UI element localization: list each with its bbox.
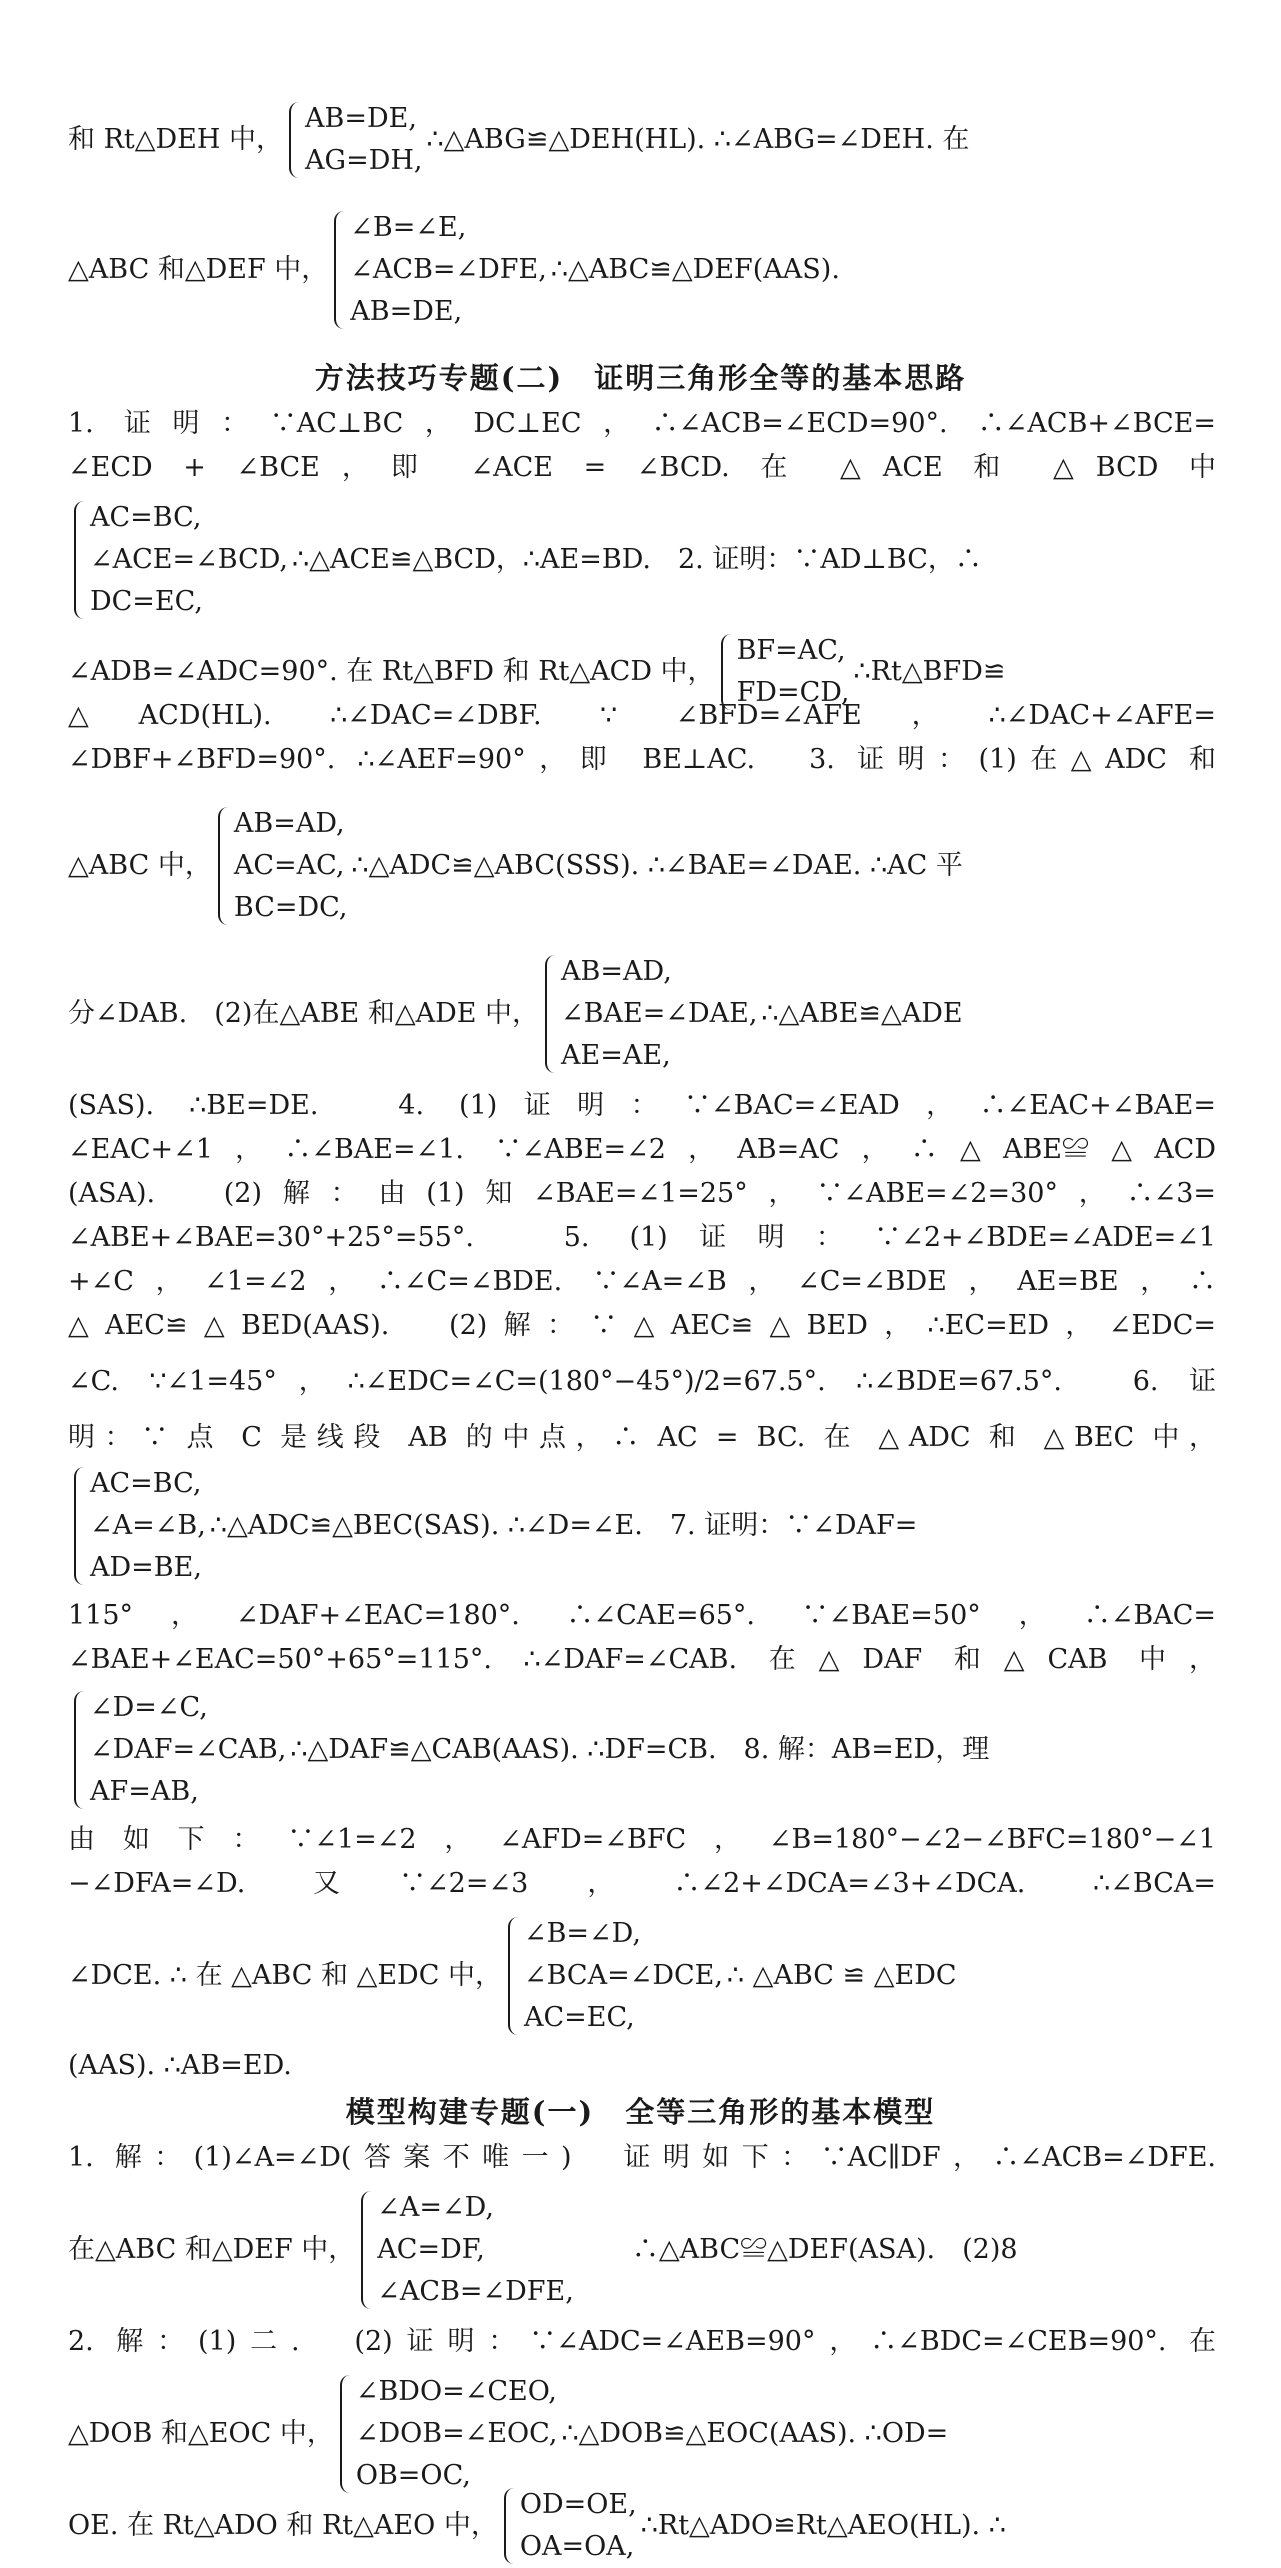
text-line: 1. 解：(1)∠A=∠D(答案不唯一) 证明如下：∵AC∥DF，∴∠ACB=∠DFE.	[68, 2142, 1216, 2173]
equation-row	[68, 1687, 1216, 1813]
row-prefix: △ABC 中，	[68, 850, 212, 881]
equation-line: OB=OC,	[355, 2460, 471, 2491]
text-line: 2. 解：(1)二. (2)证明：∵∠ADC=∠AEB=90°，∴∠BDC=∠CEB=90°. 在	[68, 2326, 1216, 2357]
equation-line: ∠B=∠D,	[523, 1918, 641, 1949]
row-suffix: ∴△ACE≌△BCD，∴AE=BD. 2. 证明：∵AD⊥BC，∴	[292, 544, 982, 575]
equation-system	[543, 951, 757, 1077]
text-line: ∠ECD + ∠BCE，即 ∠ACE = ∠BCD. 在 △ACE 和 △BCD 中	[68, 452, 1216, 483]
text-line: (AAS). ∴AB=ED.	[68, 2050, 292, 2081]
text-line: △AEC≌△BED(AAS). (2)解：∵△AEC≌△BED，∴EC=ED，∠EDC=	[68, 1310, 1216, 1341]
equation-system	[338, 2371, 558, 2497]
equation-line: ∠ACB=∠DFE,	[350, 254, 547, 285]
row-suffix: ∴△ABE≌△ADE	[761, 998, 963, 1029]
text-line: △ACD(HL). ∴∠DAC=∠DBF. ∵ ∠BFD=∠AFE，∴∠DAC+∠AFE=	[68, 700, 1216, 731]
equation-line: AD=BE,	[90, 1552, 202, 1583]
equation-row	[68, 98, 1216, 182]
text-line: ∠BAE+∠EAC=50°+65°=115°. ∴∠DAF=∠CAB. 在△DAF 和△CAB 中，	[68, 1644, 1216, 1675]
equation-system	[72, 1463, 206, 1589]
row-prefix: ∠ADB=∠ADC=90°. 在 Rt△BFD 和 Rt△ACD 中，	[68, 656, 715, 687]
equation-line: BF=AC,	[736, 635, 846, 666]
equation-system	[332, 207, 547, 333]
text-line: 明：∵ 点 C 是线段 AB 的中点，∴ AC = BC. 在 △ADC 和 △BEC 中，	[68, 1422, 1216, 1453]
equation-line: ∠ACB=∠DFE,	[377, 2276, 574, 2307]
row-prefix: OE. 在 Rt△ADO 和 Rt△AEO 中，	[68, 2510, 498, 2541]
equation-system	[287, 98, 422, 182]
text-line: 1. 证明：∵AC⊥BC，DC⊥EC，∴∠ACB=∠ECD=90°. ∴∠ACB+∠BCE=	[68, 408, 1216, 439]
section-heading: 方法技巧专题(二) 证明三角形全等的基本思路	[314, 361, 967, 395]
equation-system	[506, 1913, 723, 2039]
equation-line: AB=AD,	[233, 808, 345, 839]
equation-line: AC=DF,	[377, 2234, 485, 2265]
equation-line: OD=OE,	[519, 2489, 637, 2520]
equation-line: AB=AD,	[561, 956, 672, 987]
equation-row	[68, 951, 1216, 1077]
row-suffix: ∴△ADC≌△ABC(SSS). ∴∠BAE=∠DAE. ∴AC 平	[351, 850, 963, 881]
row-prefix: ∠DCE. ∴ 在 △ABC 和 △EDC 中，	[68, 1960, 502, 1991]
equation-line: ∠DAF=∠CAB,	[90, 1734, 287, 1765]
row-suffix: ∴△ADC≌△BEC(SAS). ∴∠D=∠E. 7. 证明：∵∠DAF=	[209, 1510, 918, 1541]
equation-line: AE=AE,	[561, 1040, 671, 1071]
text-line: ∠C. ∵∠1=45°，∴∠EDC=∠C=(180°−45°)/2=67.5°. ∴∠BDE=67.5°. 6. 证	[68, 1366, 1216, 1397]
text-line: 由如下：∵∠1=∠2，∠AFD=∠BFC，∠B=180°−∠2−∠BFC=180°−∠1	[68, 1824, 1216, 1855]
equation-line: ∠DOB=∠EOC,	[355, 2418, 558, 2449]
equation-row	[68, 1913, 1216, 2039]
equation-line: AC=EC,	[523, 2002, 635, 2033]
equation-row	[68, 803, 1216, 929]
equation-row	[68, 207, 1216, 333]
row-suffix: ∴△ABC≌△DEF(ASA). (2)8	[577, 2234, 1018, 2265]
row-prefix: 和 Rt△DEH 中，	[68, 124, 284, 155]
equation-line: AC=BC,	[90, 502, 202, 533]
text-line: ∠ABE+∠BAE=30°+25°=55°. 5. (1)证明：∵∠2+∠BDE=∠ADE=∠1	[68, 1222, 1216, 1253]
row-prefix: △ABC 和△DEF 中，	[68, 254, 329, 285]
equation-line: AB=DE,	[305, 103, 417, 134]
equation-system	[72, 1687, 286, 1813]
equation-line: FD=CD,	[736, 677, 850, 708]
text-line: +∠C，∠1=∠2，∴∠C=∠BDE. ∵∠A=∠B，∠C=∠BDE，AE=BE，∴	[68, 1266, 1216, 1297]
equation-row	[68, 497, 1216, 623]
row-suffix: ∴Rt△ADO≌Rt△AEO(HL). ∴	[640, 2510, 1006, 2541]
row-suffix: ∴△DAF≌△CAB(AAS). ∴DF=CB. 8. 解：AB=ED，理	[290, 1734, 990, 1765]
equation-line: ∠A=∠D,	[377, 2192, 494, 2223]
row-prefix: △DOB 和△EOC 中，	[68, 2418, 334, 2449]
equation-system	[359, 2187, 574, 2313]
equation-row	[68, 1463, 1216, 1589]
equation-line: ∠BAE=∠DAE,	[561, 998, 758, 1029]
equation-line: BC=DC,	[233, 892, 348, 923]
equation-system	[502, 2484, 637, 2568]
equation-line: ∠A=∠B,	[90, 1510, 206, 1541]
equation-row	[68, 2484, 1216, 2568]
text-line: −∠DFA=∠D. 又∵∠2=∠3，∴∠2+∠DCA=∠3+∠DCA. ∴∠BCA=	[68, 1868, 1216, 1899]
equation-system	[72, 497, 288, 623]
row-suffix: ∴△ABG≌△DEH(HL). ∴∠ABG=∠DEH. 在	[426, 124, 970, 155]
equation-row	[68, 2187, 1216, 2313]
equation-line: ∠BDO=∠CEO,	[355, 2376, 557, 2407]
equation-system	[216, 803, 348, 929]
row-prefix: 分∠DAB. (2)在△ABE 和△ADE 中，	[68, 998, 540, 1029]
equation-line: AC=AC,	[233, 850, 345, 881]
row-suffix: ∴Rt△BFD≌	[853, 656, 1006, 687]
equation-line: AB=DE,	[350, 296, 463, 327]
text-line: (SAS). ∴BE=DE. 4. (1)证明：∵∠BAC=∠EAD，∴∠EAC+∠BAE=	[68, 1090, 1216, 1121]
equation-line: ∠B=∠E,	[350, 212, 467, 243]
text-line: (ASA). (2)解：由(1)知∠BAE=∠1=25°，∵∠ABE=∠2=30°，∴∠3=	[68, 1178, 1216, 1209]
equation-line: OA=OA,	[519, 2531, 635, 2562]
text-line: ∠DBF+∠BFD=90°. ∴∠AEF=90°，即 BE⊥AC. 3. 证明：(1)在△ADC 和	[68, 744, 1216, 775]
equation-line: AC=BC,	[90, 1468, 202, 1499]
equation-line: DC=EC,	[90, 586, 203, 617]
equation-line: AG=DH,	[305, 145, 423, 176]
equation-line: ∠ACE=∠BCD,	[90, 544, 289, 575]
equation-line: ∠D=∠C,	[90, 1692, 208, 1723]
section-heading: 模型构建专题(一) 全等三角形的基本模型	[345, 2095, 936, 2129]
text-line: 115°，∠DAF+∠EAC=180°. ∴∠CAE=65°. ∵∠BAE=50°，∴∠BAC=	[68, 1600, 1216, 1631]
row-prefix: 在△ABC 和△DEF 中，	[68, 2234, 356, 2265]
equation-line: AF=AB,	[90, 1776, 199, 1807]
row-suffix: ∴△DOB≌△EOC(AAS). ∴OD=	[561, 2418, 949, 2449]
row-suffix: ∴△ABC≌△DEF(AAS).	[550, 254, 840, 285]
equation-row	[68, 2371, 1216, 2497]
row-suffix: ∴ △ABC ≌ △EDC	[726, 1960, 957, 1991]
equation-line: ∠BCA=∠DCE,	[523, 1960, 723, 1991]
text-line: ∠EAC+∠1，∴∠BAE=∠1. ∵∠ABE=∠2，AB=AC，∴△ABE≌△ACD	[68, 1134, 1216, 1165]
